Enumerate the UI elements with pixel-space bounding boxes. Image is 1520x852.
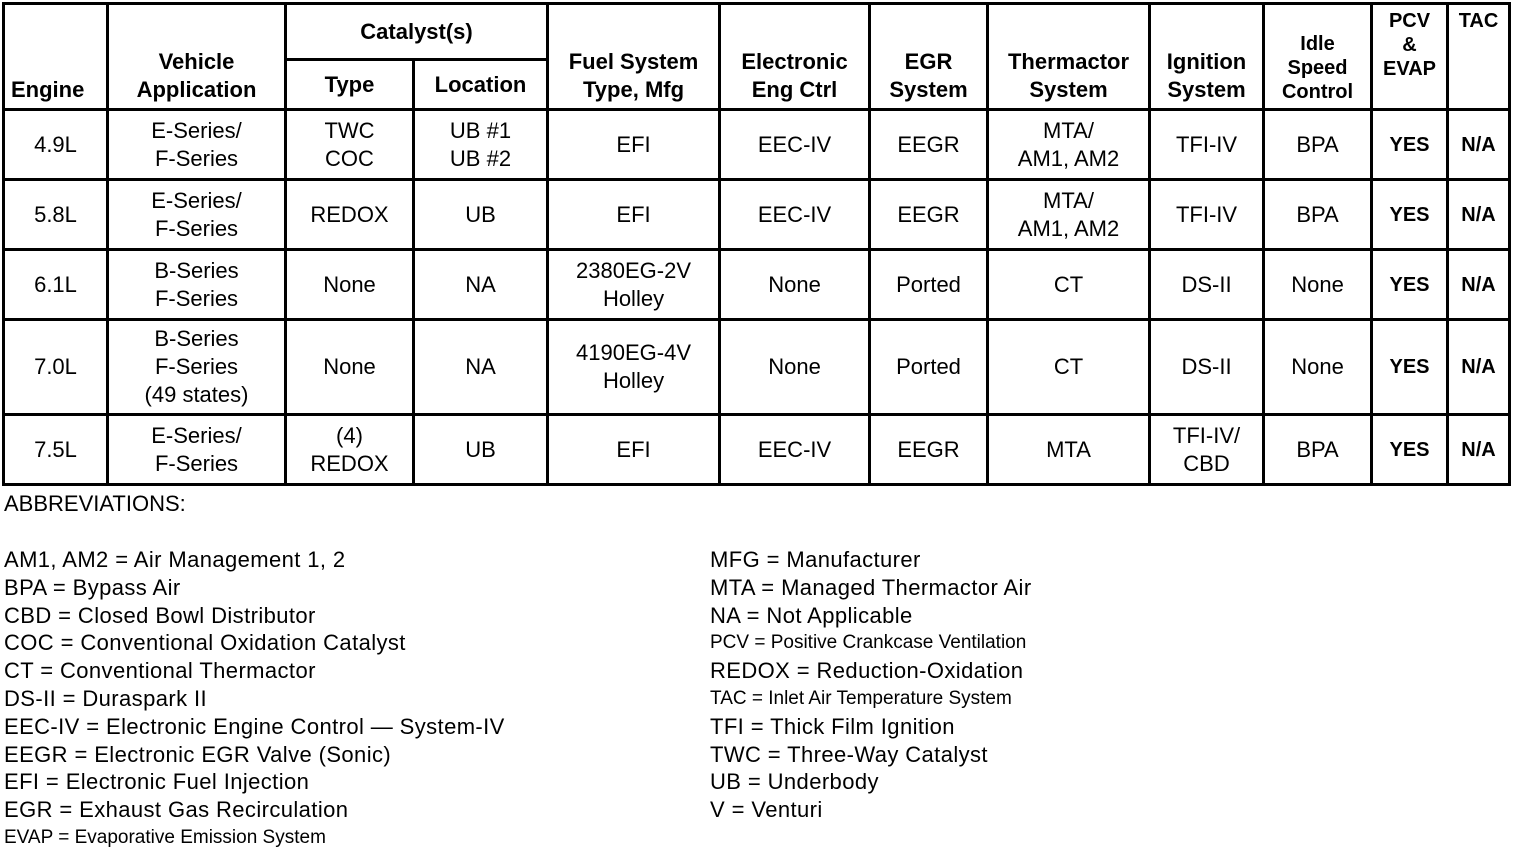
cell-catalyst-location: NA (414, 250, 548, 320)
cell-catalyst-location: UB #1 UB #2 (414, 110, 548, 180)
cell-catalyst-location: NA (414, 320, 548, 415)
cell-tac: N/A (1448, 110, 1510, 180)
header-tac: TAC (1448, 4, 1510, 110)
cell-idle-speed-control: BPA (1264, 415, 1372, 485)
cell-thermactor-system: CT (988, 250, 1150, 320)
cell-idle-speed-control: BPA (1264, 180, 1372, 250)
cell-fuel-system: 4190EG-4V Holley (548, 320, 720, 415)
header-pcv-evap: PCV & EVAP (1372, 4, 1448, 110)
abbreviations-right-list (710, 546, 1032, 824)
header-catalysts: Catalyst(s) (286, 4, 548, 60)
abbreviation-item: MTA = Managed Thermactor Air (710, 574, 1032, 600)
header-egr-system: EGR System (870, 4, 988, 110)
abbreviation-item: COC = Conventional Oxidation Catalyst (4, 630, 406, 656)
cell-catalyst-type: REDOX (286, 180, 414, 250)
cell-tac: N/A (1448, 180, 1510, 250)
cell-engine: 7.0L (4, 320, 108, 415)
cell-tac: N/A (1448, 250, 1510, 320)
emission-spec-table (2, 2, 1511, 486)
cell-catalyst-type: (4) REDOX (286, 415, 414, 485)
header-engine: Engine (4, 4, 108, 110)
table-row (4, 250, 1510, 320)
header-thermactor-system: Thermactor System (988, 4, 1150, 110)
cell-tac: N/A (1448, 320, 1510, 415)
cell-vehicle-application: E-Series/ F-Series (108, 110, 286, 180)
cell-ignition-system: TFI-IV/ CBD (1150, 415, 1264, 485)
cell-ignition-system: DS-II (1150, 320, 1264, 415)
abbreviation-item: UB = Underbody (710, 769, 879, 795)
cell-catalyst-type: None (286, 320, 414, 415)
abbreviation-item: AM1, AM2 = Air Management 1, 2 (4, 547, 346, 572)
cell-catalyst-location: UB (414, 415, 548, 485)
abbreviation-item: EFI = Electronic Fuel Injection (4, 769, 310, 795)
cell-tac: N/A (1448, 415, 1510, 485)
cell-fuel-system: EFI (548, 180, 720, 250)
abbreviation-item: TFI = Thick Film Ignition (710, 713, 955, 739)
cell-engine: 7.5L (4, 415, 108, 485)
cell-egr-system: Ported (870, 250, 988, 320)
cell-electronic-eng-ctrl: EEC-IV (720, 415, 870, 485)
cell-electronic-eng-ctrl: None (720, 320, 870, 415)
cell-pcv-evap: YES (1372, 110, 1448, 180)
table-row (4, 320, 1510, 415)
cell-thermactor-system: MTA (988, 415, 1150, 485)
cell-catalyst-type: TWC COC (286, 110, 414, 180)
cell-fuel-system: EFI (548, 415, 720, 485)
abbreviation-item: PCV = Positive Crankcase Ventilation (710, 632, 1027, 654)
cell-engine: 5.8L (4, 180, 108, 250)
cell-electronic-eng-ctrl: None (720, 250, 870, 320)
header-catalyst-location: Location (414, 60, 548, 110)
header-ignition-system: Ignition System (1150, 4, 1264, 110)
abbreviation-item: V = Venturi (710, 797, 823, 823)
cell-vehicle-application: B-Series F-Series (49 states) (108, 320, 286, 415)
header-fuel-system: Fuel System Type, Mfg (548, 4, 720, 110)
header-catalyst-type: Type (286, 60, 414, 110)
abbreviation-item: EEC-IV = Electronic Engine Control — System-IV (4, 713, 505, 739)
cell-pcv-evap: YES (1372, 250, 1448, 320)
abbreviation-item: EEGR = Electronic EGR Valve (Sonic) (4, 741, 392, 767)
cell-catalyst-location: UB (414, 180, 548, 250)
abbreviation-item: EGR = Exhaust Gas Recirculation (4, 797, 349, 823)
cell-pcv-evap: YES (1372, 180, 1448, 250)
header-electronic-eng-ctrl: Electronic Eng Ctrl (720, 4, 870, 110)
abbreviations-left-list (4, 546, 505, 852)
cell-egr-system: EEGR (870, 180, 988, 250)
cell-catalyst-type: None (286, 250, 414, 320)
cell-egr-system: EEGR (870, 415, 988, 485)
cell-idle-speed-control: None (1264, 250, 1372, 320)
cell-fuel-system: 2380EG-2V Holley (548, 250, 720, 320)
cell-vehicle-application: E-Series/ F-Series (108, 415, 286, 485)
cell-ignition-system: TFI-IV (1150, 180, 1264, 250)
cell-electronic-eng-ctrl: EEC-IV (720, 110, 870, 180)
abbreviation-item: TAC = Inlet Air Temperature System (710, 687, 1012, 709)
cell-ignition-system: DS-II (1150, 250, 1264, 320)
table-row (4, 110, 1510, 180)
cell-vehicle-application: B-Series F-Series (108, 250, 286, 320)
abbreviation-item: CT = Conventional Thermactor (4, 658, 316, 684)
abbreviation-item: EVAP = Evaporative Emission System (4, 826, 326, 848)
cell-idle-speed-control: BPA (1264, 110, 1372, 180)
cell-vehicle-application: E-Series/ F-Series (108, 180, 286, 250)
cell-engine: 6.1L (4, 250, 108, 320)
header-idle-speed-control: Idle Speed Control (1264, 4, 1372, 110)
abbreviation-item: DS-II = Duraspark II (4, 685, 208, 711)
cell-egr-system: Ported (870, 320, 988, 415)
abbreviation-item: NA = Not Applicable (710, 602, 913, 628)
table-row (4, 415, 1510, 485)
abbreviation-item: BPA = Bypass Air (4, 574, 181, 600)
cell-pcv-evap: YES (1372, 320, 1448, 415)
cell-thermactor-system: MTA/ AM1, AM2 (988, 110, 1150, 180)
abbreviation-item: TWC = Three-Way Catalyst (710, 741, 988, 767)
abbreviation-item: CBD = Closed Bowl Distributor (4, 602, 316, 628)
cell-fuel-system: EFI (548, 110, 720, 180)
cell-engine: 4.9L (4, 110, 108, 180)
cell-thermactor-system: CT (988, 320, 1150, 415)
cell-thermactor-system: MTA/ AM1, AM2 (988, 180, 1150, 250)
table-row (4, 180, 1510, 250)
cell-electronic-eng-ctrl: EEC-IV (720, 180, 870, 250)
abbreviation-item: MFG = Manufacturer (710, 547, 921, 572)
abbreviation-item: REDOX = Reduction-Oxidation (710, 658, 1024, 684)
table-body (4, 110, 1510, 485)
cell-idle-speed-control: None (1264, 320, 1372, 415)
cell-ignition-system: TFI-IV (1150, 110, 1264, 180)
cell-egr-system: EEGR (870, 110, 988, 180)
cell-pcv-evap: YES (1372, 415, 1448, 485)
abbreviations-heading: ABBREVIATIONS: (4, 491, 186, 516)
header-vehicle-application: Vehicle Application (108, 4, 286, 110)
